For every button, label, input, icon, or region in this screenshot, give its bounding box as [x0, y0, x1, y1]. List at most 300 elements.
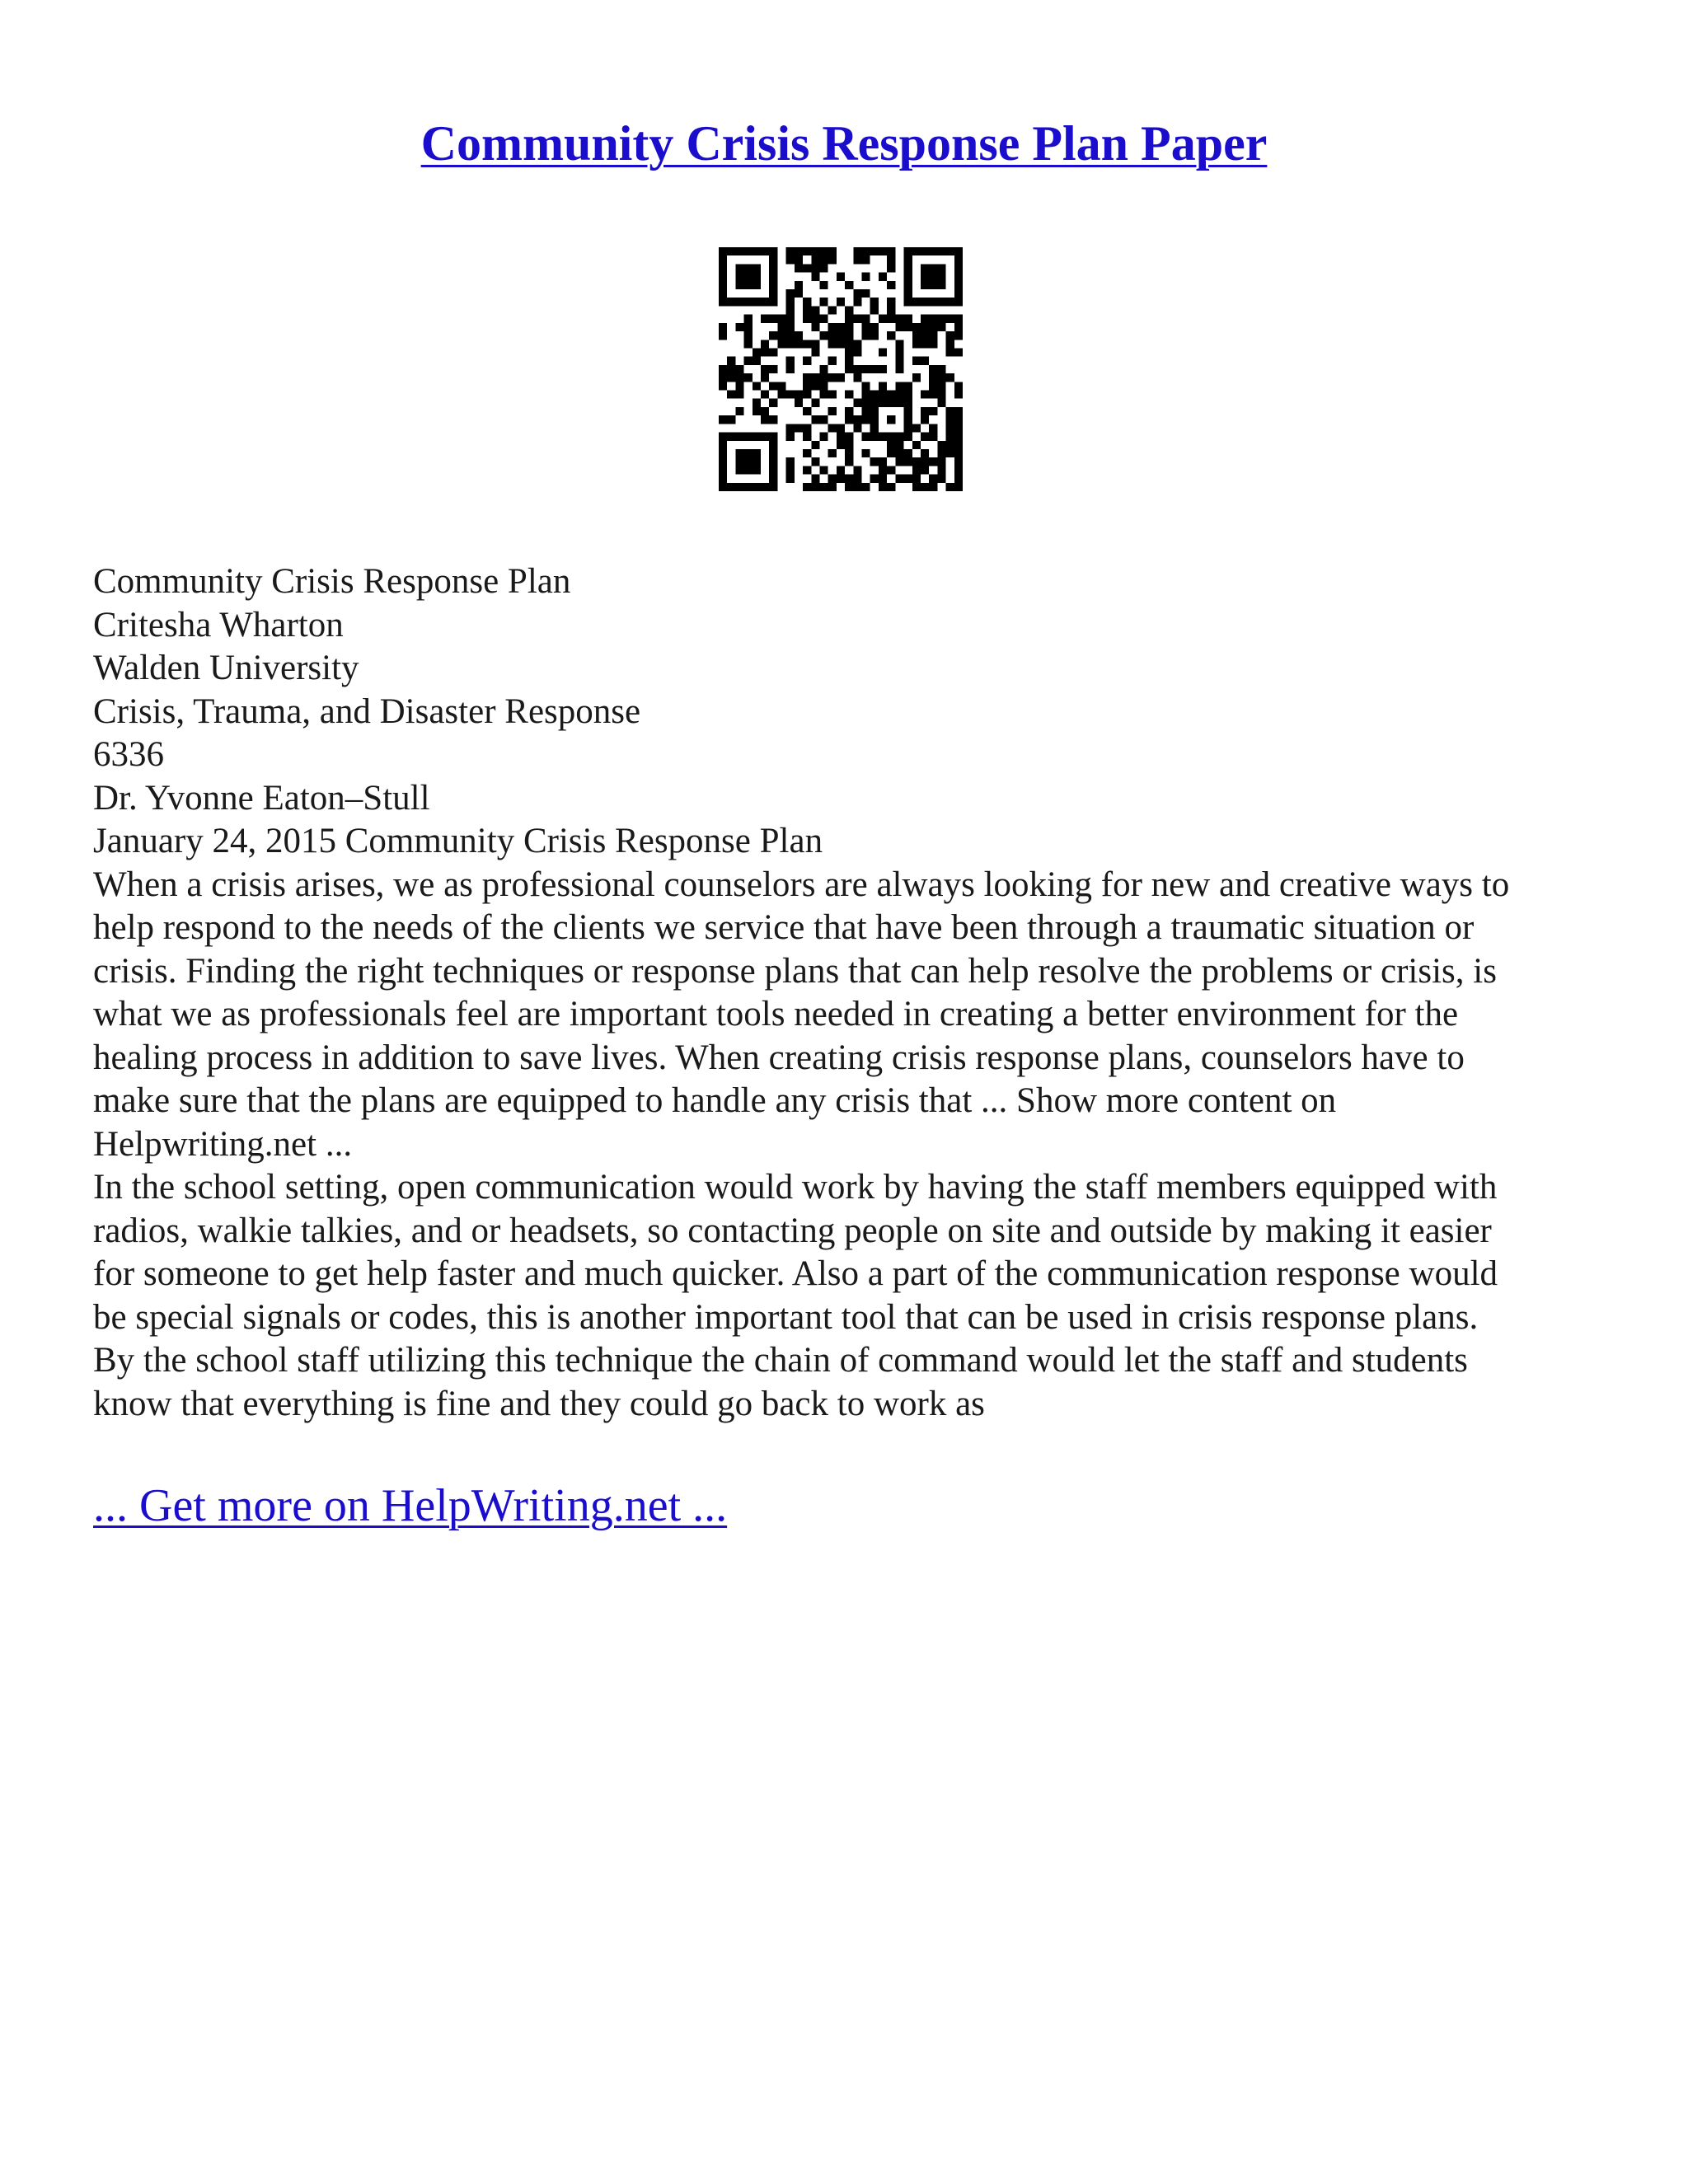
qr-module — [786, 340, 795, 348]
paragraph-line: for someone to get help faster and much quicker. Also a part of the communication response would — [93, 1254, 1498, 1293]
qr-module — [786, 255, 795, 264]
qr-module — [904, 407, 912, 415]
header-line: Dr. Yvonne Eaton–Stull — [93, 778, 430, 818]
qr-module — [719, 466, 727, 474]
qr-module — [954, 255, 963, 264]
qr-module — [845, 306, 853, 314]
qr-module — [921, 331, 929, 340]
qr-module — [921, 457, 929, 466]
qr-module — [862, 365, 870, 373]
qr-module — [744, 466, 753, 474]
qr-module — [735, 365, 743, 373]
qr-module — [803, 407, 811, 415]
qr-module — [845, 357, 853, 365]
qr-module — [719, 457, 727, 466]
qr-module — [837, 273, 845, 281]
qr-module — [904, 289, 912, 298]
qr-module — [895, 340, 903, 348]
paragraph-line: By the school staff utilizing this technique the chain of command would let the staff and students — [93, 1341, 1468, 1380]
qr-module — [937, 449, 945, 457]
qr-module — [887, 306, 895, 314]
header-line: Walden University — [93, 649, 359, 687]
qr-module — [795, 331, 803, 340]
qr-module — [777, 382, 785, 390]
qr-module — [929, 475, 937, 483]
qr-module — [769, 331, 777, 340]
qr-module — [837, 466, 845, 474]
qr-module — [879, 391, 887, 399]
qr-module — [870, 433, 879, 441]
qr-module — [795, 264, 803, 272]
qr-module — [727, 373, 735, 382]
qr-module — [719, 289, 727, 298]
qr-module — [862, 289, 870, 298]
qr-module — [828, 407, 837, 415]
qr-module — [795, 399, 803, 407]
qr-module — [904, 433, 912, 441]
qr-module — [811, 382, 819, 390]
qr-module — [929, 433, 937, 441]
qr-module — [912, 475, 921, 483]
qr-module — [761, 391, 769, 399]
qr-module — [946, 424, 954, 432]
qr-module — [904, 475, 912, 483]
qr-module — [937, 399, 945, 407]
qr-module — [912, 424, 921, 432]
qr-module — [929, 407, 937, 415]
qr-module — [921, 323, 929, 331]
qr-module — [937, 441, 945, 449]
qr-module — [786, 466, 795, 474]
qr-module — [786, 306, 795, 314]
qr-module — [735, 483, 743, 491]
qr-module — [811, 348, 819, 356]
qr-module — [887, 391, 895, 399]
header-line: January 24, 2015 Community Crisis Response Plan — [93, 822, 823, 860]
qr-module — [744, 281, 753, 289]
qr-module — [795, 255, 803, 264]
qr-module — [929, 340, 937, 348]
qr-module — [879, 273, 887, 281]
qr-module — [887, 415, 895, 424]
qr-module — [845, 415, 853, 424]
qr-module — [954, 281, 963, 289]
qr-module — [887, 281, 895, 289]
qr-module — [769, 298, 777, 306]
qr-module — [853, 340, 861, 348]
qr-module — [845, 281, 853, 289]
qr-module — [803, 424, 811, 432]
qr-module — [803, 298, 811, 306]
qr-module — [887, 483, 895, 491]
qr-module — [761, 373, 769, 382]
qr-module — [769, 449, 777, 457]
qr-module — [786, 247, 795, 255]
qr-module — [769, 415, 777, 424]
qr-module — [921, 449, 929, 457]
qr-module — [845, 441, 853, 449]
qr-module — [735, 449, 743, 457]
qr-module — [904, 315, 912, 323]
qr-module — [819, 331, 828, 340]
qr-module — [719, 415, 727, 424]
qr-module — [786, 331, 795, 340]
qr-module — [753, 382, 761, 390]
qr-module — [904, 281, 912, 289]
qr-module — [719, 382, 727, 390]
qr-module — [895, 348, 903, 356]
qr-module — [946, 331, 954, 340]
qr-module — [811, 415, 819, 424]
qr-module — [744, 331, 753, 340]
qr-module — [819, 281, 828, 289]
qr-module — [727, 391, 735, 399]
qr-module — [929, 391, 937, 399]
qr-module — [828, 449, 837, 457]
qr-module — [904, 449, 912, 457]
qr-module — [853, 424, 861, 432]
qr-module — [719, 273, 727, 281]
qr-module — [870, 424, 879, 432]
qr-module — [837, 424, 845, 432]
qr-module — [895, 323, 903, 331]
qr-module — [845, 365, 853, 373]
qr-module — [761, 247, 769, 255]
qr-module — [921, 315, 929, 323]
qr-module — [912, 483, 921, 491]
qr-module — [786, 323, 795, 331]
qr-module — [870, 399, 879, 407]
paragraph-1 — [93, 864, 1601, 1167]
header-block — [93, 560, 1601, 864]
qr-module — [803, 247, 811, 255]
qr-module — [845, 433, 853, 441]
qr-module — [862, 433, 870, 441]
qr-module — [929, 331, 937, 340]
qr-code-icon — [719, 247, 963, 491]
qr-module — [727, 247, 735, 255]
header-line: Critesha Wharton — [93, 605, 344, 644]
qr-module — [862, 483, 870, 491]
qr-module — [937, 382, 945, 390]
qr-module — [904, 382, 912, 390]
qr-module — [937, 323, 945, 331]
qr-module — [769, 399, 777, 407]
qr-module — [853, 373, 861, 382]
qr-module — [803, 449, 811, 457]
qr-module — [761, 340, 769, 348]
qr-module — [895, 457, 903, 466]
qr-module — [853, 298, 861, 306]
qr-module — [837, 433, 845, 441]
qr-module — [828, 331, 837, 340]
qr-module — [811, 264, 819, 272]
qr-module — [819, 466, 828, 474]
qr-module — [853, 483, 861, 491]
qr-module — [845, 407, 853, 415]
qr-module — [777, 391, 785, 399]
qr-module — [735, 264, 743, 272]
qr-module — [912, 298, 921, 306]
qr-module — [753, 247, 761, 255]
qr-module — [912, 441, 921, 449]
get-more-link[interactable]: ... Get more on HelpWriting.net ... — [93, 1480, 728, 1531]
qr-module — [845, 449, 853, 457]
qr-module — [862, 399, 870, 407]
qr-module — [845, 323, 853, 331]
qr-module — [904, 264, 912, 272]
qr-module — [777, 340, 785, 348]
qr-module — [946, 449, 954, 457]
paragraph-line: make sure that the plans are equipped to handle any crisis that ... Show more content on — [93, 1081, 1337, 1120]
paragraph-line: radios, walkie talkies, and or headsets, so contacting people on site and outside by making it easier — [93, 1211, 1492, 1250]
qr-module — [912, 373, 921, 382]
qr-module — [769, 433, 777, 441]
qr-module — [954, 348, 963, 356]
qr-module — [837, 298, 845, 306]
qr-module — [862, 407, 870, 415]
qr-module — [895, 441, 903, 449]
qr-module — [929, 247, 937, 255]
qr-module — [837, 331, 845, 340]
qr-module — [819, 433, 828, 441]
qr-module — [887, 441, 895, 449]
qr-module — [895, 357, 903, 365]
qr-module — [795, 391, 803, 399]
qr-module — [777, 315, 785, 323]
qr-module — [870, 306, 879, 314]
qr-module — [887, 399, 895, 407]
qr-module — [803, 391, 811, 399]
qr-module — [937, 466, 945, 474]
qr-module — [870, 323, 879, 331]
qr-module — [735, 323, 743, 331]
qr-module — [954, 475, 963, 483]
qr-module — [862, 323, 870, 331]
qr-module — [744, 449, 753, 457]
qr-module — [929, 373, 937, 382]
header-line: Crisis, Trauma, and Disaster Response — [93, 691, 641, 731]
qr-module — [929, 264, 937, 272]
qr-module — [937, 273, 945, 281]
qr-module — [862, 449, 870, 457]
qr-module — [946, 415, 954, 424]
qr-module — [786, 365, 795, 373]
qr-module — [946, 298, 954, 306]
qr-module — [769, 466, 777, 474]
qr-module — [921, 273, 929, 281]
qr-module — [887, 255, 895, 264]
qr-module — [719, 475, 727, 483]
qr-module — [870, 415, 879, 424]
qr-module — [862, 391, 870, 399]
qr-module — [761, 298, 769, 306]
qr-module — [811, 340, 819, 348]
qr-module — [954, 483, 963, 491]
qr-module — [719, 247, 727, 255]
qr-module — [895, 475, 903, 483]
qr-module — [937, 391, 945, 399]
qr-module — [954, 315, 963, 323]
qr-module — [811, 483, 819, 491]
qr-module — [954, 382, 963, 390]
qr-module — [954, 424, 963, 432]
qr-module — [946, 433, 954, 441]
qr-module — [744, 433, 753, 441]
qr-module — [786, 433, 795, 441]
qr-module — [753, 449, 761, 457]
qr-module — [837, 441, 845, 449]
qr-module — [753, 273, 761, 281]
qr-module — [727, 357, 735, 365]
qr-module — [753, 264, 761, 272]
qr-module — [795, 424, 803, 432]
qr-module — [870, 331, 879, 340]
header-line: Community Crisis Response Plan — [93, 562, 571, 601]
qr-module — [828, 391, 837, 399]
qr-module — [795, 340, 803, 348]
qr-module — [853, 289, 861, 298]
qr-module — [946, 407, 954, 415]
qr-module — [811, 255, 819, 264]
qr-module — [845, 457, 853, 466]
qr-module — [929, 315, 937, 323]
qr-module — [719, 449, 727, 457]
qr-module — [887, 449, 895, 457]
qr-module — [879, 433, 887, 441]
qr-module — [753, 483, 761, 491]
qr-module — [769, 382, 777, 390]
paragraph-line: In the school setting, open communication would work by having the staff members equipped with — [93, 1168, 1498, 1207]
qr-module — [811, 475, 819, 483]
qr-module — [744, 247, 753, 255]
qr-module — [735, 407, 743, 415]
qr-module — [845, 475, 853, 483]
qr-module — [929, 365, 937, 373]
qr-module — [954, 298, 963, 306]
qr-module — [819, 298, 828, 306]
qr-module — [803, 306, 811, 314]
qr-module — [862, 273, 870, 281]
qr-module — [845, 315, 853, 323]
qr-module — [744, 298, 753, 306]
qr-module — [879, 315, 887, 323]
qr-module — [862, 331, 870, 340]
qr-module — [895, 449, 903, 457]
qr-module — [946, 441, 954, 449]
qr-module — [769, 475, 777, 483]
qr-module — [744, 373, 753, 382]
qr-module — [786, 298, 795, 306]
qr-module — [870, 247, 879, 255]
qr-module — [853, 315, 861, 323]
qr-module — [719, 441, 727, 449]
qr-module — [904, 457, 912, 466]
qr-module — [837, 323, 845, 331]
qr-module — [929, 281, 937, 289]
qr-module — [929, 424, 937, 432]
qr-module — [937, 315, 945, 323]
qr-module — [811, 273, 819, 281]
qr-module — [887, 264, 895, 272]
qr-module — [845, 340, 853, 348]
qr-module — [811, 441, 819, 449]
qr-module — [803, 483, 811, 491]
qr-module — [954, 323, 963, 331]
qr-module — [811, 323, 819, 331]
document-body — [93, 560, 1601, 1426]
qr-module — [895, 365, 903, 373]
qr-module — [887, 466, 895, 474]
qr-module — [862, 382, 870, 390]
paragraph-line: crisis. Finding the right techniques or response plans that can help resolve the problems or crisis, is — [93, 951, 1497, 991]
qr-module — [879, 483, 887, 491]
qr-module — [921, 281, 929, 289]
qr-module — [954, 264, 963, 272]
qr-module — [828, 483, 837, 491]
qr-module — [946, 340, 954, 348]
qr-module — [921, 415, 929, 424]
title-link[interactable]: Community Crisis Response Plan Paper — [420, 116, 1268, 171]
qr-module — [786, 457, 795, 466]
qr-module — [761, 407, 769, 415]
qr-module — [828, 323, 837, 331]
qr-module — [954, 457, 963, 466]
qr-module — [744, 483, 753, 491]
qr-module — [753, 466, 761, 474]
qr-module — [735, 247, 743, 255]
qr-module — [837, 373, 845, 382]
qr-module — [870, 475, 879, 483]
qr-module — [912, 357, 921, 365]
qr-module — [912, 323, 921, 331]
qr-module — [887, 315, 895, 323]
qr-module — [912, 247, 921, 255]
qr-module — [904, 298, 912, 306]
qr-module — [777, 331, 785, 340]
qr-module — [954, 407, 963, 415]
qr-module — [769, 281, 777, 289]
qr-module — [853, 415, 861, 424]
paragraph-2 — [93, 1166, 1601, 1426]
qr-module — [761, 415, 769, 424]
qr-module — [753, 457, 761, 466]
qr-module — [912, 466, 921, 474]
qr-module — [887, 433, 895, 441]
qr-module — [819, 373, 828, 382]
qr-module — [769, 264, 777, 272]
qr-module — [946, 373, 954, 382]
qr-module — [929, 382, 937, 390]
qr-module — [803, 315, 811, 323]
qr-module — [895, 315, 903, 323]
qr-module — [735, 382, 743, 390]
qr-module — [753, 407, 761, 415]
qr-module — [870, 391, 879, 399]
qr-module — [921, 298, 929, 306]
qr-module — [761, 483, 769, 491]
qr-module — [904, 247, 912, 255]
qr-module — [719, 331, 727, 340]
paragraph-line: know that everything is fine and they could go back to work as — [93, 1384, 985, 1423]
qr-module — [837, 340, 845, 348]
qr-module — [921, 483, 929, 491]
qr-module — [853, 247, 861, 255]
qr-module — [853, 365, 861, 373]
qr-module — [819, 255, 828, 264]
qr-module — [921, 264, 929, 272]
qr-module — [744, 340, 753, 348]
